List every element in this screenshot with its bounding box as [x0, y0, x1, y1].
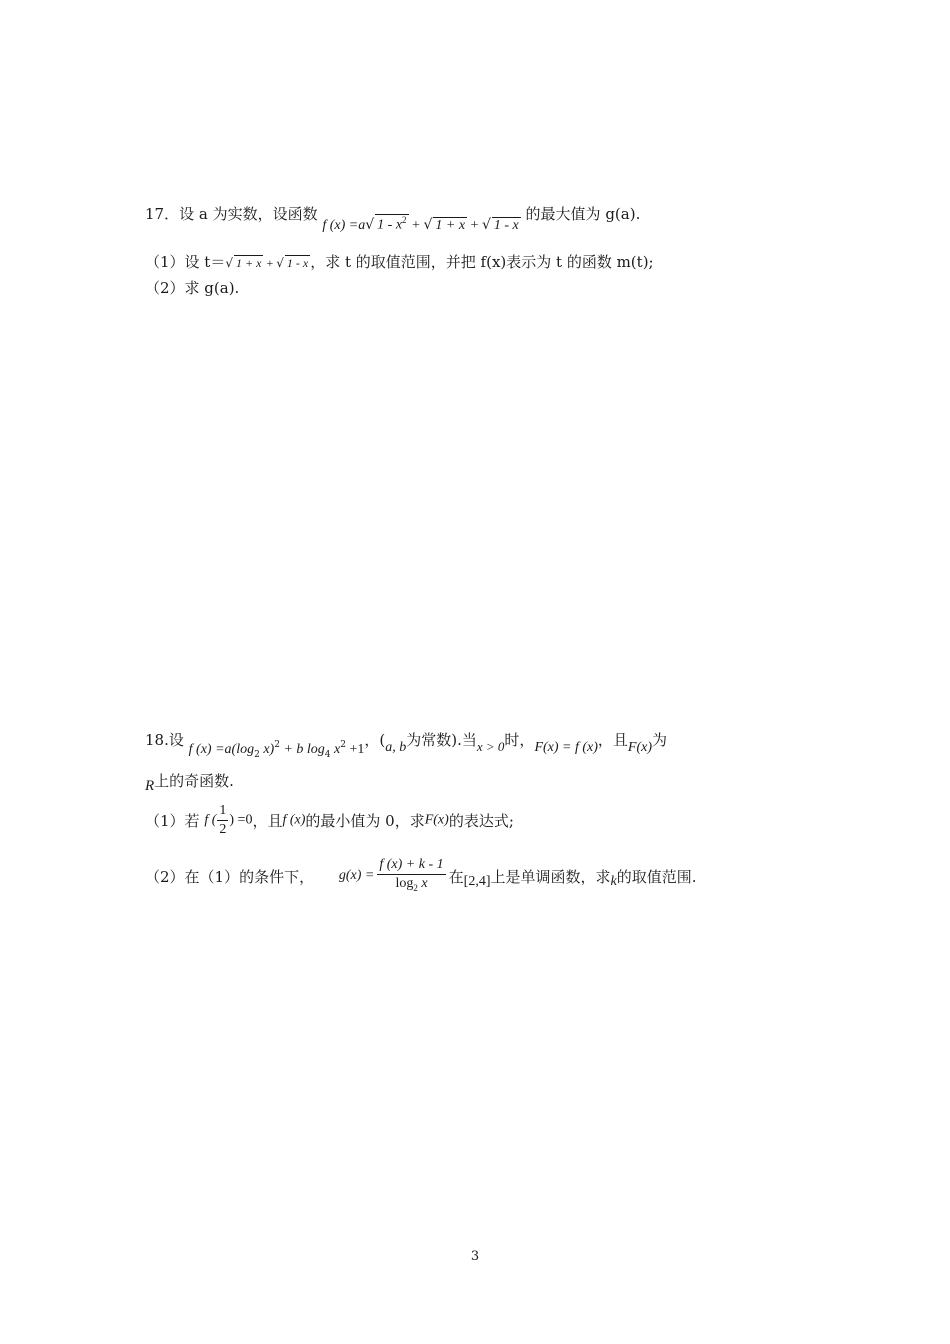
problem-17-tail: 的最大值为 g(a).: [525, 205, 641, 223]
problem-18-function: f $(x) =a(\log_2$ x)$^2$ + b $\log_4 x^2 +1$: [188, 740, 365, 760]
problem-17-number: 17．: [145, 205, 180, 223]
problem-17-part-1: （1）设 t＝√ 1 + x + √ 1 - x ，求 t 的取值范围，并把 f(x)表示为 t 的函数 m(t);: [145, 253, 654, 271]
problem-17-part-2: （2）求 g(a).: [145, 279, 240, 297]
problem-18-number: 18.: [145, 731, 169, 749]
problem-18-statement-cont: R上的奇函数.: [145, 772, 234, 794]
problem-18-part-1: （1）若 f ( $\frac{1}{2}$ ) =0，且f (x)的最小值为 0，求F(x)的表达式;: [145, 803, 514, 837]
problem-18-part-2: （2）在（1）的条件下， g(x) = $\frac{f (x) + k - 1}{\log_2 x}$ 在[2,4]上是单调函数，求k的取值范围.: [145, 857, 697, 893]
problem-17-intro: 设 a 为实数，设函数: [179, 205, 318, 223]
problem-17-function: f (x) =a√ $1 - x^2$ + √ 1 + x + √ 1 - x: [322, 215, 519, 233]
problem-18-statement: 18.设 f $(x) =a(\log_2$ x)$^2$ + b $\log_4 x^2 +1$，(a, b为常数).当x > 0时，F(x) = f (x)，且F(x)为: [145, 731, 668, 760]
page-number: 3: [470, 1249, 480, 1264]
problem-17-statement: [145, 203, 641, 233]
